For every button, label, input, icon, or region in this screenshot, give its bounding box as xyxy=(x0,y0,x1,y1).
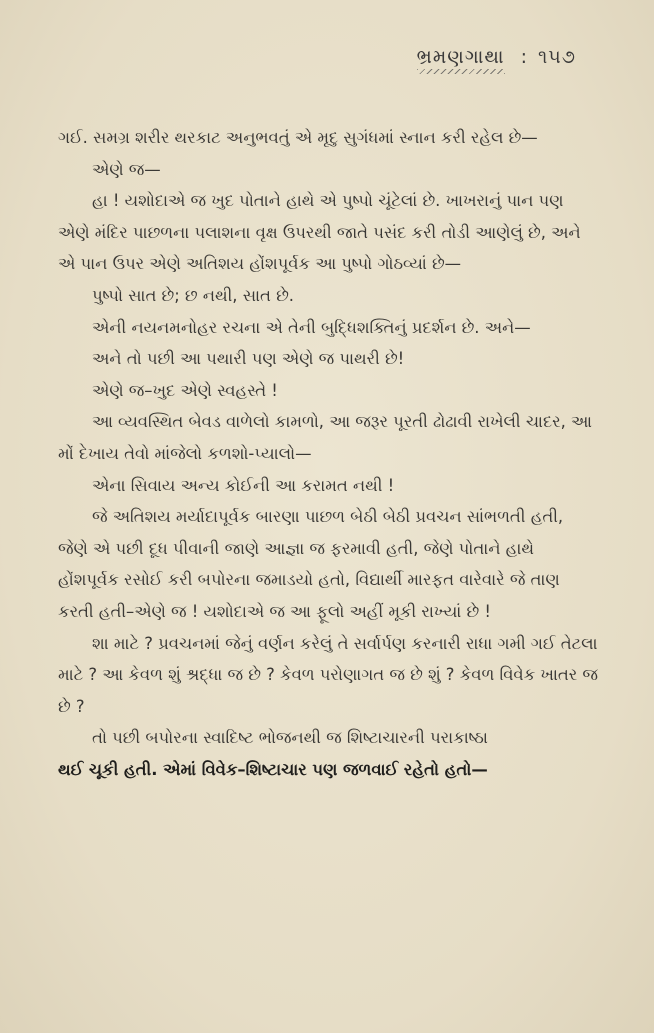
paragraph: આ વ્યવસ્થિત બેવડ વાળેલો કામળો, આ જરૂર પૂરતી ઢોઢાવી રાખેલી ચાદર, આ મોં દેખાય તેવો માંજેલો કળશો-પ્યાલો— xyxy=(58,412,592,463)
running-header xyxy=(417,46,576,74)
page-body xyxy=(58,122,598,785)
paragraph: પુષ્પો સાત છે; છ નથી, સાત છે. xyxy=(92,285,294,305)
header-separator: : xyxy=(520,46,528,68)
paragraph: તો પછી બપોરના સ્વાદિષ્ટ ભોજનથી જ શિષ્ટાચારની પરાકાષ્ઠા xyxy=(92,728,488,748)
paragraph: શા માટે ? પ્રવચનમાં જેનું વર્ણન કરેલું તે સર્વાર્પણ કરનારી રાધા ગમી ગઈ તેટલા માટે ? આ કેવળ શું શ્રદ્ધા જ છે ? કેવળ પરોણાગત જ છે શું ? કેવળ વિવેક ખાતર જ છે ? xyxy=(58,633,598,716)
paragraph: એની નયનમનોહર રચના એ તેની બુદ્ધિશક્તિનું પ્રદર્શન છે. અને— xyxy=(92,317,531,337)
paragraph: ગઈ. સમગ્ર શરીર થરકાટ અનુભવતું એ મૃદુ સુગંધમાં સ્નાન કરી રહેલ છે— xyxy=(58,128,538,147)
paragraph: હા ! યશોદાએ જ ખુદ પોતાને હાથે એ પુષ્પો ચૂંટેલાં છે. ખાખરાનું પાન પણ એણે મંદિર પાછળના પલાશના વૃક્ષ ઉપરથી જાતે પસંદ કરી તોડી આણેલું છે, અને એ પાન ઉપર એણે અતિશય હોંશપૂર્વક આ પુષ્પો ગોઠવ્યાં છે— xyxy=(58,191,581,274)
paragraph: થઈ ચૂકી હતી. એમાં વિવેક–શિષ્ટાચાર પણ જળવાઈ રહેતો હતો— xyxy=(58,759,488,779)
paragraph: એણે જ–ખુદ એણે સ્વહસ્તે ! xyxy=(92,380,278,400)
paragraph: એના સિવાય અન્ય કોઈની આ કરામત નથી ! xyxy=(92,475,395,495)
page-number: ૧૫૭ xyxy=(538,46,576,68)
paragraph: એણે જ— xyxy=(92,159,161,179)
running-title: ભ્રમણગાથા xyxy=(417,46,505,74)
paragraph: જે અતિશય મર્યાદાપૂર્વક બારણા પાછળ બેઠી બેઠી પ્રવચન સાંભળતી હતી, જેણે એ પછી દૂધ પીવાની જાણે આજ્ઞા જ ફરમાવી હતી, જેણે પોતાને હાથે હોંશપૂર્વક રસોઈ કરી બપોરના જમાડયો હતો, વિદ્યાર્થી મારફત વારેવારે જે તાણ કરતી હતી–એણે જ ! યશોદાએ જ આ ફૂલો અહીં મૂકી રાખ્યાં છે ! xyxy=(58,507,564,621)
paragraph: અને તો પછી આ પથારી પણ એણે જ પાથરી છે! xyxy=(92,349,405,369)
